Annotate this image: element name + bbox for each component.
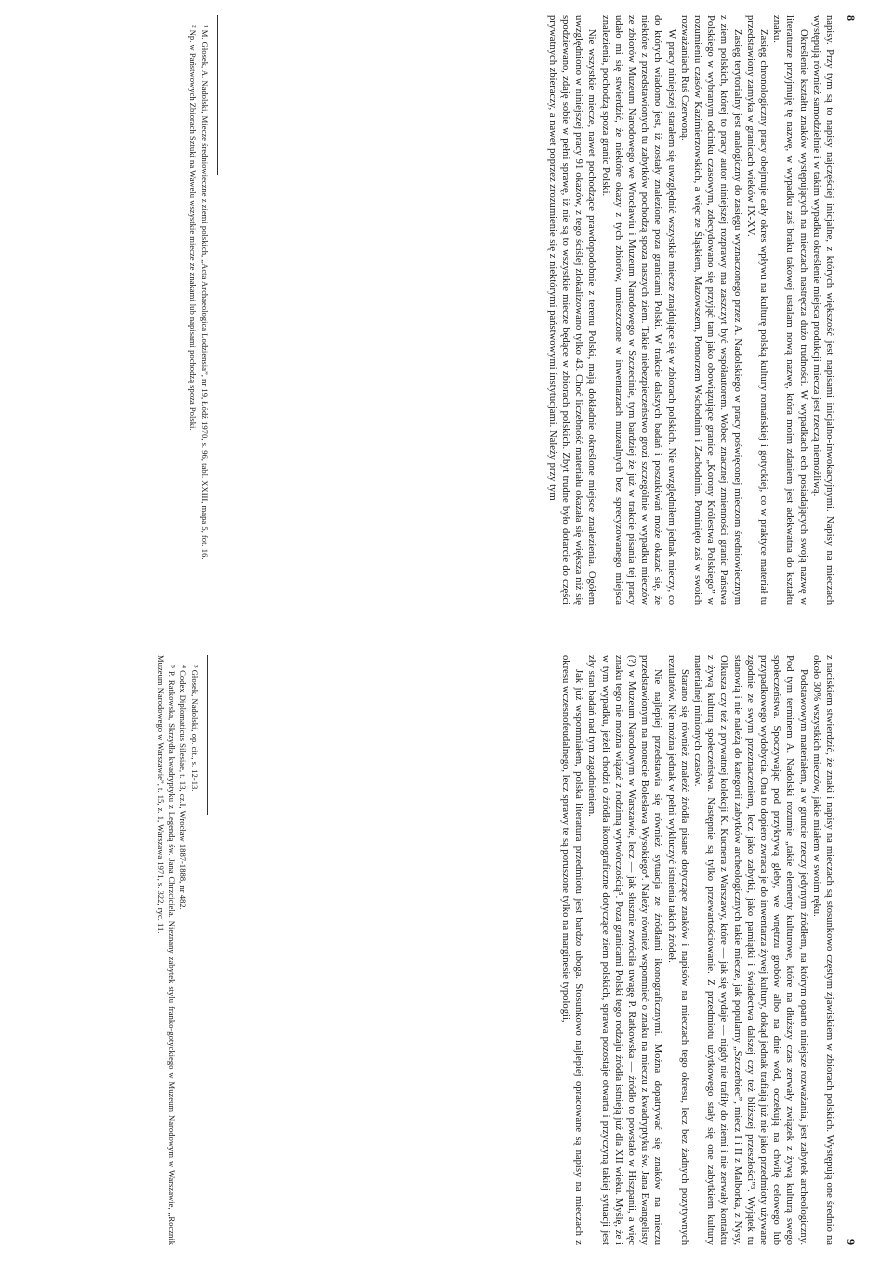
paragraph: Zasięg chronologiczny pracy obejmuje cały okres wpływu na kulturę polską kultury romańskiej i gotyckiej, co w praktyce materiał tu przedstawiony zamyka w granicach wieków IX-XV. [744,15,769,605]
page-9-body [559,655,836,1245]
footnote: ⁵ P. Ratkowska, Skrzydła kwadryptyku z Legendą św. Jana Chrzciciela. Nieznany zabytek stylu franko-gotyckiego w Muzeum Narodowym w Warszawie, „Rocznik Muzeum Narodowego w Warszawie”, t. 15, z. 1, Warszawa 1971, s. 322, ryc. 11. [156,655,177,1245]
page-9-footnote-rule [207,655,208,815]
paragraph: z naciskiem stwierdzić, że znaki i napisy na mieczach są stosunkowo częstym zjawiskiem w zbiorach polskich. Występują one średnio na około 30% wszystkich mieczów, jakie miałem w swoim ręku. [810,655,835,1245]
paragraph: W pracy niniejszej starałem się uwzględnić wszystkie miecze znajdujące się w zbiorach polskich. Nie uwzględniłem jednak mieczy, co do których wiadomo jest, iż zostały znalezione poza granicami Polski. W trakcie dalszych badań i poszukiwań może okazać się, że niektóre z przedstawionych tu zabytków pochodzą spoza naszych ziem. Takie niebezpieczeństwo grozi szczególnie w wypadku mieczów ze zbiorów Muzeum Narodowego we Wrocławiu i Muzeum Narodowego w Szczecinie, tym bardziej że już w trakcie pisania tej pracy udało mi się stwierdzić, że niektóre okazy z tych zbiorów, umieszczone w inwentarzach muzealnych bez sprecyzowanego miejsca znalezienia, pochodzą spoza granic Polski. [599,15,677,605]
paragraph: Nie wszystkie miecze, nawet pochodzące prawdopodobnie z terenu Polski, mają dokładnie określone miejsce znalezienia. Ogółem uwzględniono w niniejszej pracy 91 okazów, z tego ściślej zlokalizowano tylko 43. Choć liczebność materiału okazała się większa niż się spodziewano, zdaję sobie w pełni sprawę, iż nie są to wszystkie miecze będące w zbiorach polskich. Zbyt trudne było dotarcie do części prywatnych zbieraczy, a nawet poprzez zrozumienie się z niektórymi państwowymi instytucjami. Należy przy tym [546,15,598,605]
paragraph: Określenie kształtu znaków występujących na mieczach nastręcza dużo trudności. W wypadkach ech posiadających swoją nazwę w literaturze przyjmuję tę nazwę, w wypadku zaś braku takowej ustalam nową nazwę, która moim zdaniem jest adekwatna do kształtu znaku. [771,15,809,605]
page-8-leaf [38,15,858,605]
paragraph: Starano się również znaleźć źródła pisane dotyczące znaków i napisów na mieczach tego okresu, lecz bez żadnych pozytywnych rezultatów. Nie można jednak w pełni wykluczyć istnienia takich źródeł. [665,655,690,1245]
footnote: ⁴ Codex Diplomaticus Silesiae, t. 13, cz.I, Wrocław 1887-1888, nr 482. [178,665,189,910]
page-9-number: 9 [844,1239,858,1245]
page-8-body [546,15,836,605]
page-8-footnotes [187,15,210,605]
footnote: ¹ M. Głosek, A. Nadolski, Miecze średniowieczne z ziemi polskich, „Acta Archaeologica Lodziensia”, nr 19, Łódź 1970, s. 96, tabl. XXIII, mapa 5, fot. 16. [200,25,210,560]
page-8-number: 8 [844,15,858,21]
paragraph: Nie najlepiej przedstawia się również sytuacja ze źródłami ikonograficznymi. Można dopatrywać się znaków na mieczu przedstawionym na monecie Bolesława Wysokiego⁴. Należy również wspomnieć o znaku na mieczu z kwadryptyku św. Jana Ewangelisty (?) w Muzeum Narodowym w Warszawie, lecz — jak słusznie zwróciła uwagę P. Ratkowska — źródło to powstało w Hiszpanii, a więc znaku tego nie można wiązać z rodzimą wytwórczością⁵. Poza granicami Polski tego rodzaju źródła istnieją już dla XII wieku. Myślę, że i w tym wypadku, jeżeli chodzi o źródła ikonograficzne dotyczące ziem polskich, sprawa pozostaje otwarta i przyczyną takiej sytuacji jest zły stan badań nad tym zagadnieniem. [586,655,664,1245]
page-9-leaf [38,655,858,1245]
scan-sheet [0,15,893,1245]
paragraph: Jak już wspomniałem, polska literatura przedmiotu jest bardzo uboga. Stosunkowo najlepiej opracowane są napisy na mieczach z okresu wczesnofeudalnego, lecz sprawy te są poruszone tylko na marginesie typologii, [559,655,585,1245]
paragraph: Zasięg terytorialny jest analogiczny do zasięgu wyznaczonego przez A. Nadolskiego w pracy poświęconej mieczom średniowiecznym z ziem polskich, której to pracy autor niniejszej rozprawy ma zaszczyt być współautorem. Wobec znacznej zmienności granic Państwa Polskiego w wybranym odcinku czasowym, zdecydowano się przyjąć tam jako obowiązujące granice „Korony Królestwa Polskiego” w rozumieniu czasów Kazimierzowskich, a więc ze Śląskiem, Mazowszem, Pomorzem Wschodnim i Zachodnim. Pominięto zaś w swoich rozważaniach Ruś Czerwoną. [678,15,743,605]
paragraph: Podstawowym materiałem, a w gruncie rzeczy jedynym źródłem, na którym oparto niniejsze rozważania, jest zabytek archeologiczny. Pod tym terminem A. Nadolski rozumie „takie elementy kulturowe, które na dłuższy czas zerwały związek z żywą kulturą swego społeczeństwa. Spoczywając pod przykrywą gleby, we wnętrzu grobów albo na dnie wód, oczekują na chwilę celowego lub przypadkowego wydobycia. Ona to dopiero zwraca je do inwentarza żywej kultury, dokąd jednak trafiają już nie jako przedmioty używane zgodnie ze swym przeznaczeniem, lecz jako zabytki, jako pamiątki i świadectwa dalszej czy też bliższej przeszłości”³. Wyjątek tu stanowią i nie należą do kategorii zabytków archeologicznych takie miecze, jak popularny „Szczerbiec”, miecz I i II z Malborka, z Nysy, Olkusza czy też z prywatnej kolekcji K. Kucnera z Warszawy, które — jak się wydaje — nigdy nie trafiły do ziemi i nie zerwały kontaktu z żywą kulturą społeczeństwa. Następnie są tylko przewartościowanie. Z przedmiotu użytkowego stały się one zabytkiem kultury materialnej minionych czasów. [691,655,809,1245]
page-8-footnote-rule [217,15,218,175]
page-9-footnotes [155,655,200,1245]
paragraph: napisy. Przy tym są to napisy najczęściej inicjalne, z których większość jest napisami inicjalno-inwokacyjnymi. Napisy na mieczach występują również samodzielnie i w takim wypadku określenie miejsca produkcji miecza jest rzeczą niemożliwą. [810,15,835,605]
footnote: ² Np. w Państwowych Zbiorach Sztuki na Wawelu wszystkie miecze ze znakami lub napisami pochodzą spoza Polski. [188,25,199,431]
footnote: ³ Głosek, Nadolski, op. cit., s. 12-13. [190,665,200,792]
